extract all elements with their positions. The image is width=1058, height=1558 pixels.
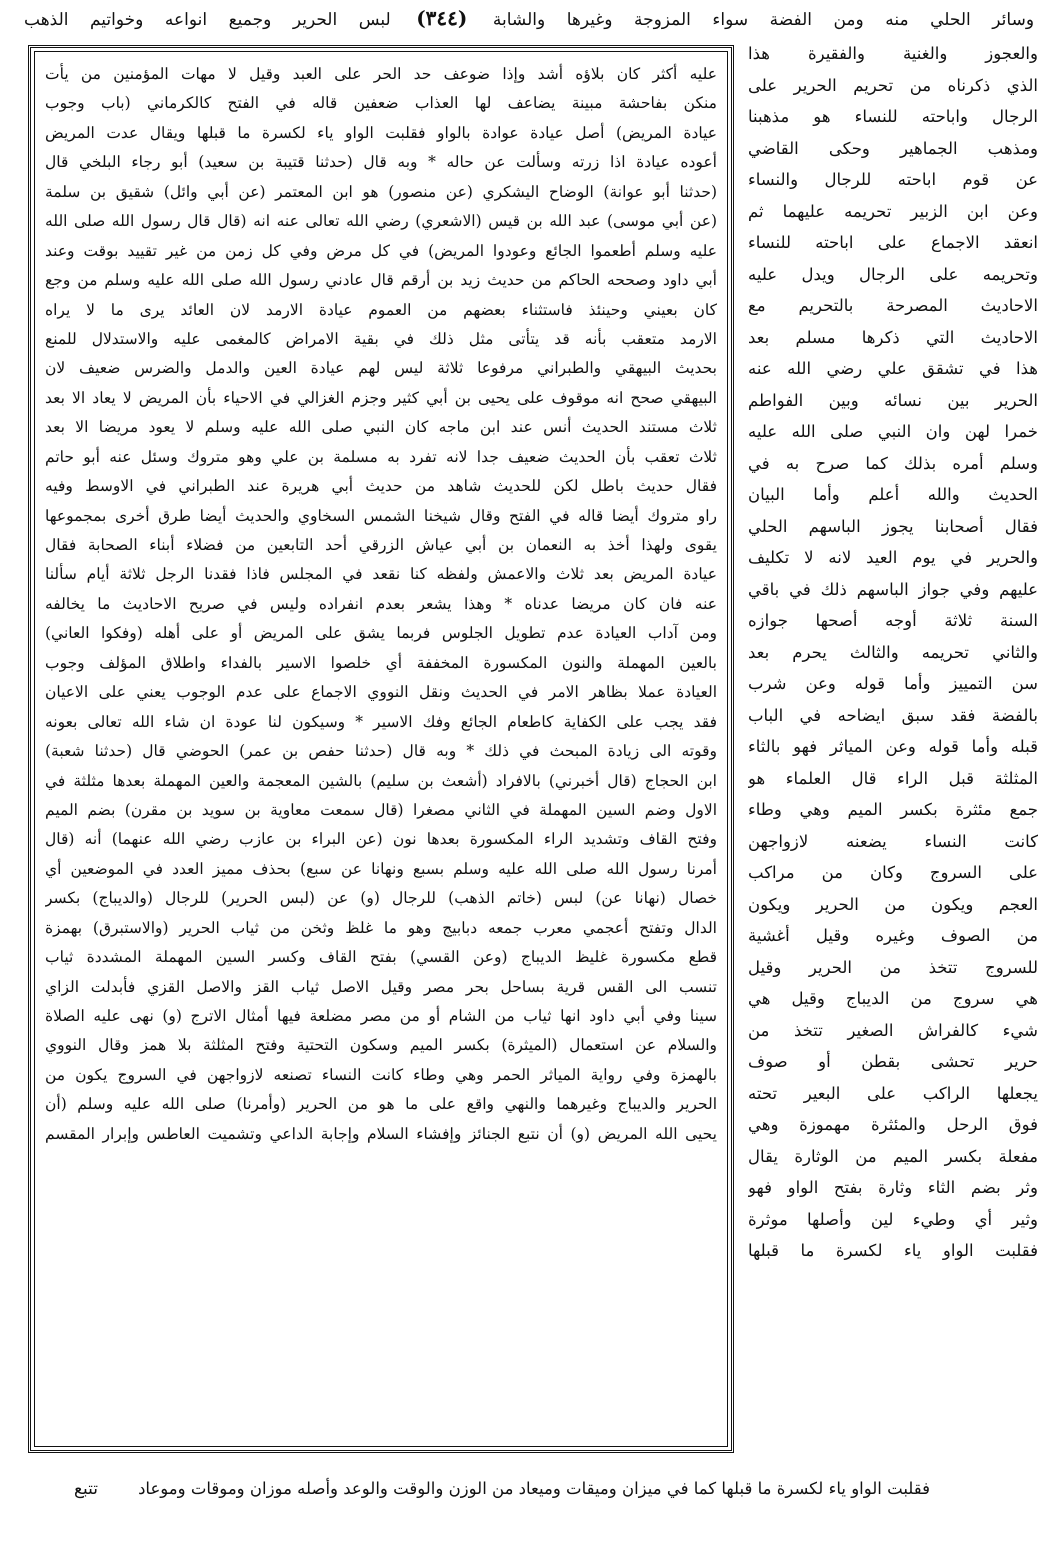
commentary-line: بالهمزة وفي رواية المياثر الحمر وهي وطاء كانت النساء تصنعه لازواجهن في السروج يكون من [45, 1065, 717, 1084]
margin-line: بالفضة فقد سبق ايضاحه في الباب [748, 705, 1038, 725]
commentary-box [28, 45, 734, 1453]
margin-line: وعن ابن الزبير تحريمه عليهما ثم [748, 201, 1038, 221]
margin-line: كانت النساء يضعنه لازواجهن [748, 831, 1038, 851]
margin-line: وثر بضم الثاء وثارة بفتح الواو فهو [748, 1178, 1038, 1197]
margin-line: وسلم أمره بذلك كما صرح به في [748, 453, 1038, 473]
commentary-line: عنه فان كان مريضا عدناه * وهذا يشعر بعدم انفراده وليس في صريح الاحاديث ما يخالفه [45, 594, 717, 613]
commentary-line: قطع مكسورة غليظ الديباج (وعن القسي) بفتح القاف وكسر السين المهملة المشددة ثياب [45, 948, 717, 967]
margin-line: مفعلة بكسر الميم من الوثارة يقال [748, 1146, 1038, 1166]
commentary-line: راو متروك أيضا قاله في الفتح وقال شيخنا الشمس السخاوي والحديث أيضا طرق أخرى بمجموعها [45, 506, 717, 525]
commentary-line: أعوده عيادة اذا زرته وسألت عن حاله * وبه قال (حدثنا قتيبة بن سعيد) أبو رجاء البلخي قال [45, 153, 717, 172]
margin-line: قبله وأما قوله وعن المياثر فهو بالثاء [748, 737, 1038, 756]
margin-line: فقال أصحابنا يجوز الباسهم الحلي [748, 516, 1038, 536]
commentary-line: العيادة عملا بظاهر الامر في الحديث ونقل النووي الاجماع على عدم الوجوب يعني على الاعيان [45, 683, 717, 702]
commentary-line: الحرير والديباج وغيرهما والنهي واقع على ما هو من الحرير (وأمرنا) صلى الله عليه وسلم (أن [45, 1095, 717, 1114]
commentary-line: أمرنا رسول الله صلى الله عليه وسلم بسبع ونهانا عن سبع) بحذف مميز العدد في الموضعين أي [45, 859, 717, 878]
commentary-line: وفتح القاف وتشديد الراء المكسورة بعدها نون (عن البراء بن عازب رضي الله عنهما) أنه (قال [45, 830, 717, 849]
commentary-line: ومن آداب العيادة عدم تطويل الجلوس فربما يشق على المريض أو على أهله (وفكوا العاني) [45, 624, 717, 643]
commentary-line: عليه وسلم أطعموا الجائع وعودوا المريض) في كل مرض وفي كل زمن من غير تقييد بوقت وعند [45, 241, 717, 260]
commentary-line: فقال حديث باطل لكن للحديث شاهد من حديث أبي هريرة عند الطبراني في الاوسط وفيه [45, 477, 717, 496]
commentary-line: سينا وفي أبي داود انها ثياب من الشام أو من مصر مضلعة فيها أمثال الاترج (و) نهى عليه الصلاة [45, 1007, 717, 1025]
commentary-line: عليه أكثر كان بلاؤه أشد وإذا ضوعف حد الحر على العبد وقيل لا مهات المؤمنين من يأت [45, 65, 717, 83]
commentary-line: ابن الحجاج (قال أخبرني) بالافراد (أشعث بن سليم) بالشين المعجمة والعين المهملة بعدها مثلثة في [45, 771, 717, 790]
commentary-line: يقوى ولهذا أخذ به النعمان بن أبي عياش الزرقي أحد التابعين من فضلاء أبناء الصحابة فقال [45, 536, 717, 554]
commentary-line: الدال وتفتح أعجمي معرب جمعه دبابيج وهو ما غلظ وثخن من ثياب الحرير (والاستبرق) بهمزة [45, 918, 717, 937]
margin-line: من الصوف وغيره وقيل أغشية [748, 926, 1038, 945]
margin-line: عن قوم اباحته للرجال والنساء [748, 170, 1038, 189]
margin-line: والثاني تحريمه والثالث يحرم بعد [748, 642, 1038, 662]
margin-line: السنة ثلاثة أوجه أصحها جوازه [748, 611, 1038, 630]
commentary-line: عيادة المريض) أصل عيادة عوادة بالواو فقلبت الواو ياء لكسرة ما قبلها ويقال عدت المريض [45, 123, 717, 142]
margin-line: هي سروج من الديباج وقيل هي [748, 989, 1038, 1008]
footer-line: فقلبت الواو ياء لكسرة ما قبلها كما في ميزان وميقات وميعاد من الوزن والوقت والوعد وأصله موزان وموقات وموعاد [138, 1479, 930, 1498]
header-right-text: وسائر الحلي منه ومن الفضة سواء المزوجة وغيرها والشابة [492, 10, 1034, 30]
commentary-line: تنسب الى القس قرية بساحل بحر مصر وقيل الاصل ثياب القز والاصل القزي فأبدلت الزاي [45, 977, 717, 996]
commentary-line: (حدثنا أبو عوانة) الوضاح اليشكري (عن منصور) هو ابن المعتمر (عن أبي وائل) شقيق بن سلمة [45, 182, 717, 201]
commentary-line: ثلاث تعقب بأن الحديث ضعيف جدا لانه تفرد به مسلمة بن علي وهو متروك وسئل عنه أبو حاتم [45, 447, 717, 466]
margin-line: الحرير بين نسائه وبين الفواطم [748, 390, 1038, 410]
commentary-line: (عن أبي موسى) عبد الله بن قيس (الاشعري) رضي الله تعالى عنه انه (قال قال رسول الله صلى الله [45, 212, 717, 231]
page-number: (٣٤٤) [416, 6, 468, 30]
commentary-line: بالعين المهملة والنون المكسورة المخففة أي خلصوا الاسير بالفداء واطلاق المؤلف وجوب [45, 653, 717, 672]
commentary-line: خصال (نهانا عن) لبس (خاتم الذهب) للرجال (و) عن (لبس الحرير) للرجال (والديباج) بكسر [45, 889, 717, 908]
margin-line: فقلبت الواو ياء لكسرة ما قبلها [748, 1241, 1038, 1260]
margin-line: يجعلها الراكب على البعير تحته [748, 1083, 1038, 1103]
catchword: تتبع [74, 1479, 99, 1499]
margin-line: وثير أي وطيء لين وأصلها موثرة [748, 1209, 1038, 1229]
commentary-line: منكن بفاحشة مبينة يضاعف لها العذاب ضعفين قاله في الفتح كالكرماني (باب وجوب [45, 94, 717, 113]
margin-line: جمع مئثرة بكسر الميم وهي وطاء [748, 800, 1038, 819]
margin-line: المثلثة قبل الراء قال العلماء هو [748, 768, 1038, 788]
header-left-text: لبس الحرير وجميع انواعه وخواتيم الذهب [24, 10, 391, 30]
margin-line: حرير تحشى بقطن أو صوف [748, 1052, 1038, 1071]
commentary-line: بحديث البيهقي والطبراني مرفوعا ثلاثة ليس لهم عيادة العين والدمل والضرس ضعيف لان [45, 359, 717, 378]
commentary-line: والسلام عن استعمال (الميثرة) بكسر الميم وسكون التحتية وفتح المثلثة بلا همز وقال النووي [45, 1036, 717, 1055]
margin-line: ومذهب الجماهير وحكى القاضي [748, 138, 1038, 158]
margin-line: انعقد الاجماع على اباحته للنساء [748, 233, 1038, 252]
commentary-line: فقد يجب على الكفاية كاطعام الجائع وفك الاسير * وسيكون لنا عودة ان شاء الله تعالى بعونه [45, 712, 717, 731]
page-header [24, 4, 1034, 32]
commentary-line: الاول وضم السين المهملة في الثاني مصغرا (قال سمعت معاوية بن سويد بن مقرن) بضم الميم [45, 800, 717, 819]
margin-line: وتحريمه على الرجال ويدل عليه [748, 264, 1038, 284]
margin-line: والعجوز والغنية والفقيرة هذا [748, 44, 1038, 63]
commentary-line: وقوته الى زيادة المبحث في ذلك * وبه قال (حدثنا حفص بن عمر) الحوضي قال (حدثنا شعبة) [45, 742, 717, 761]
margin-line: خمرا لهن وان النبي صلى الله عليه [748, 422, 1038, 441]
margin-line: الاحاديث المصرحة بالتحريم مع [748, 296, 1038, 315]
margin-line: الرجال واباحته للنساء هو مذهبنا [748, 107, 1038, 126]
margin-line: العجم ويكون من الحرير ويكون [748, 894, 1038, 914]
commentary-line: البيهقي صحح انه موقوف على يحيى بن أبي كثير وجزم الغزالي في الاحياء بأن المريض لا يعاد الا بعد [45, 388, 717, 407]
margin-line: الحديث والله أعلم وأما البيان [748, 485, 1038, 504]
commentary-line: عيادة المريض بعد ثلاث والاعمش ولفظه كنا نقعد في المجلس فاذا فقدنا الرجل ثلاثة أيام سألنا [45, 565, 717, 584]
margin-line: الذي ذكرناه من تحريم الحرير على [748, 75, 1038, 95]
commentary-line: الارمد متعقب بأنه قد يتأتى مثل ذلك في بقية الامراض كالمغمى عليه والاستدلال للمنع [45, 329, 717, 348]
margin-line: للسروج تتخذ من الحرير وقيل [748, 957, 1038, 977]
margin-line: على السروج وكان من مراكب [748, 863, 1038, 882]
margin-line: عليهم وفي جواز الباسهم ذلك في باقي [748, 579, 1038, 599]
commentary-line: كان بعيني وحينئذ فاستثناء بعضهم من العموم عيادة الارمد لان العائد يرى ما لا يراه [45, 300, 717, 319]
margin-line: فوق الرحل والمئثرة مهموزة وهي [748, 1115, 1038, 1134]
commentary-line: ثلاث مستند الحديث أنس عند ابن ماجه كان النبي صلى الله عليه وسلم لا يعود مريضا الا بعد [45, 418, 717, 437]
margin-line: الاحاديث التي ذكرها مسلم بعد [748, 327, 1038, 347]
commentary-line: أبي داود وصححه الحاكم من حديث زيد بن أرقم قال عادني رسول الله صلى الله عليه وسلم من وجع [45, 271, 717, 290]
margin-line: شيء كالفراش الصغير تتخذ من [748, 1020, 1038, 1040]
margin-line: والحرير في يوم العيد لانه لا تكليف [748, 548, 1038, 567]
commentary-line: يحيى الله المريض (و) أن نتبع الجنائز وإفشاء السلام وإجابة الداعي وتشميت العاطس وإبرار المقسم [45, 1124, 717, 1143]
commentary-text [45, 60, 717, 1149]
margin-line: سن التمييز وأما قوله وعن شرب [748, 674, 1038, 693]
margin-line: هذا في تشقق علي رضي الله عنه [748, 359, 1038, 378]
matn-margin-column [748, 38, 1038, 1267]
